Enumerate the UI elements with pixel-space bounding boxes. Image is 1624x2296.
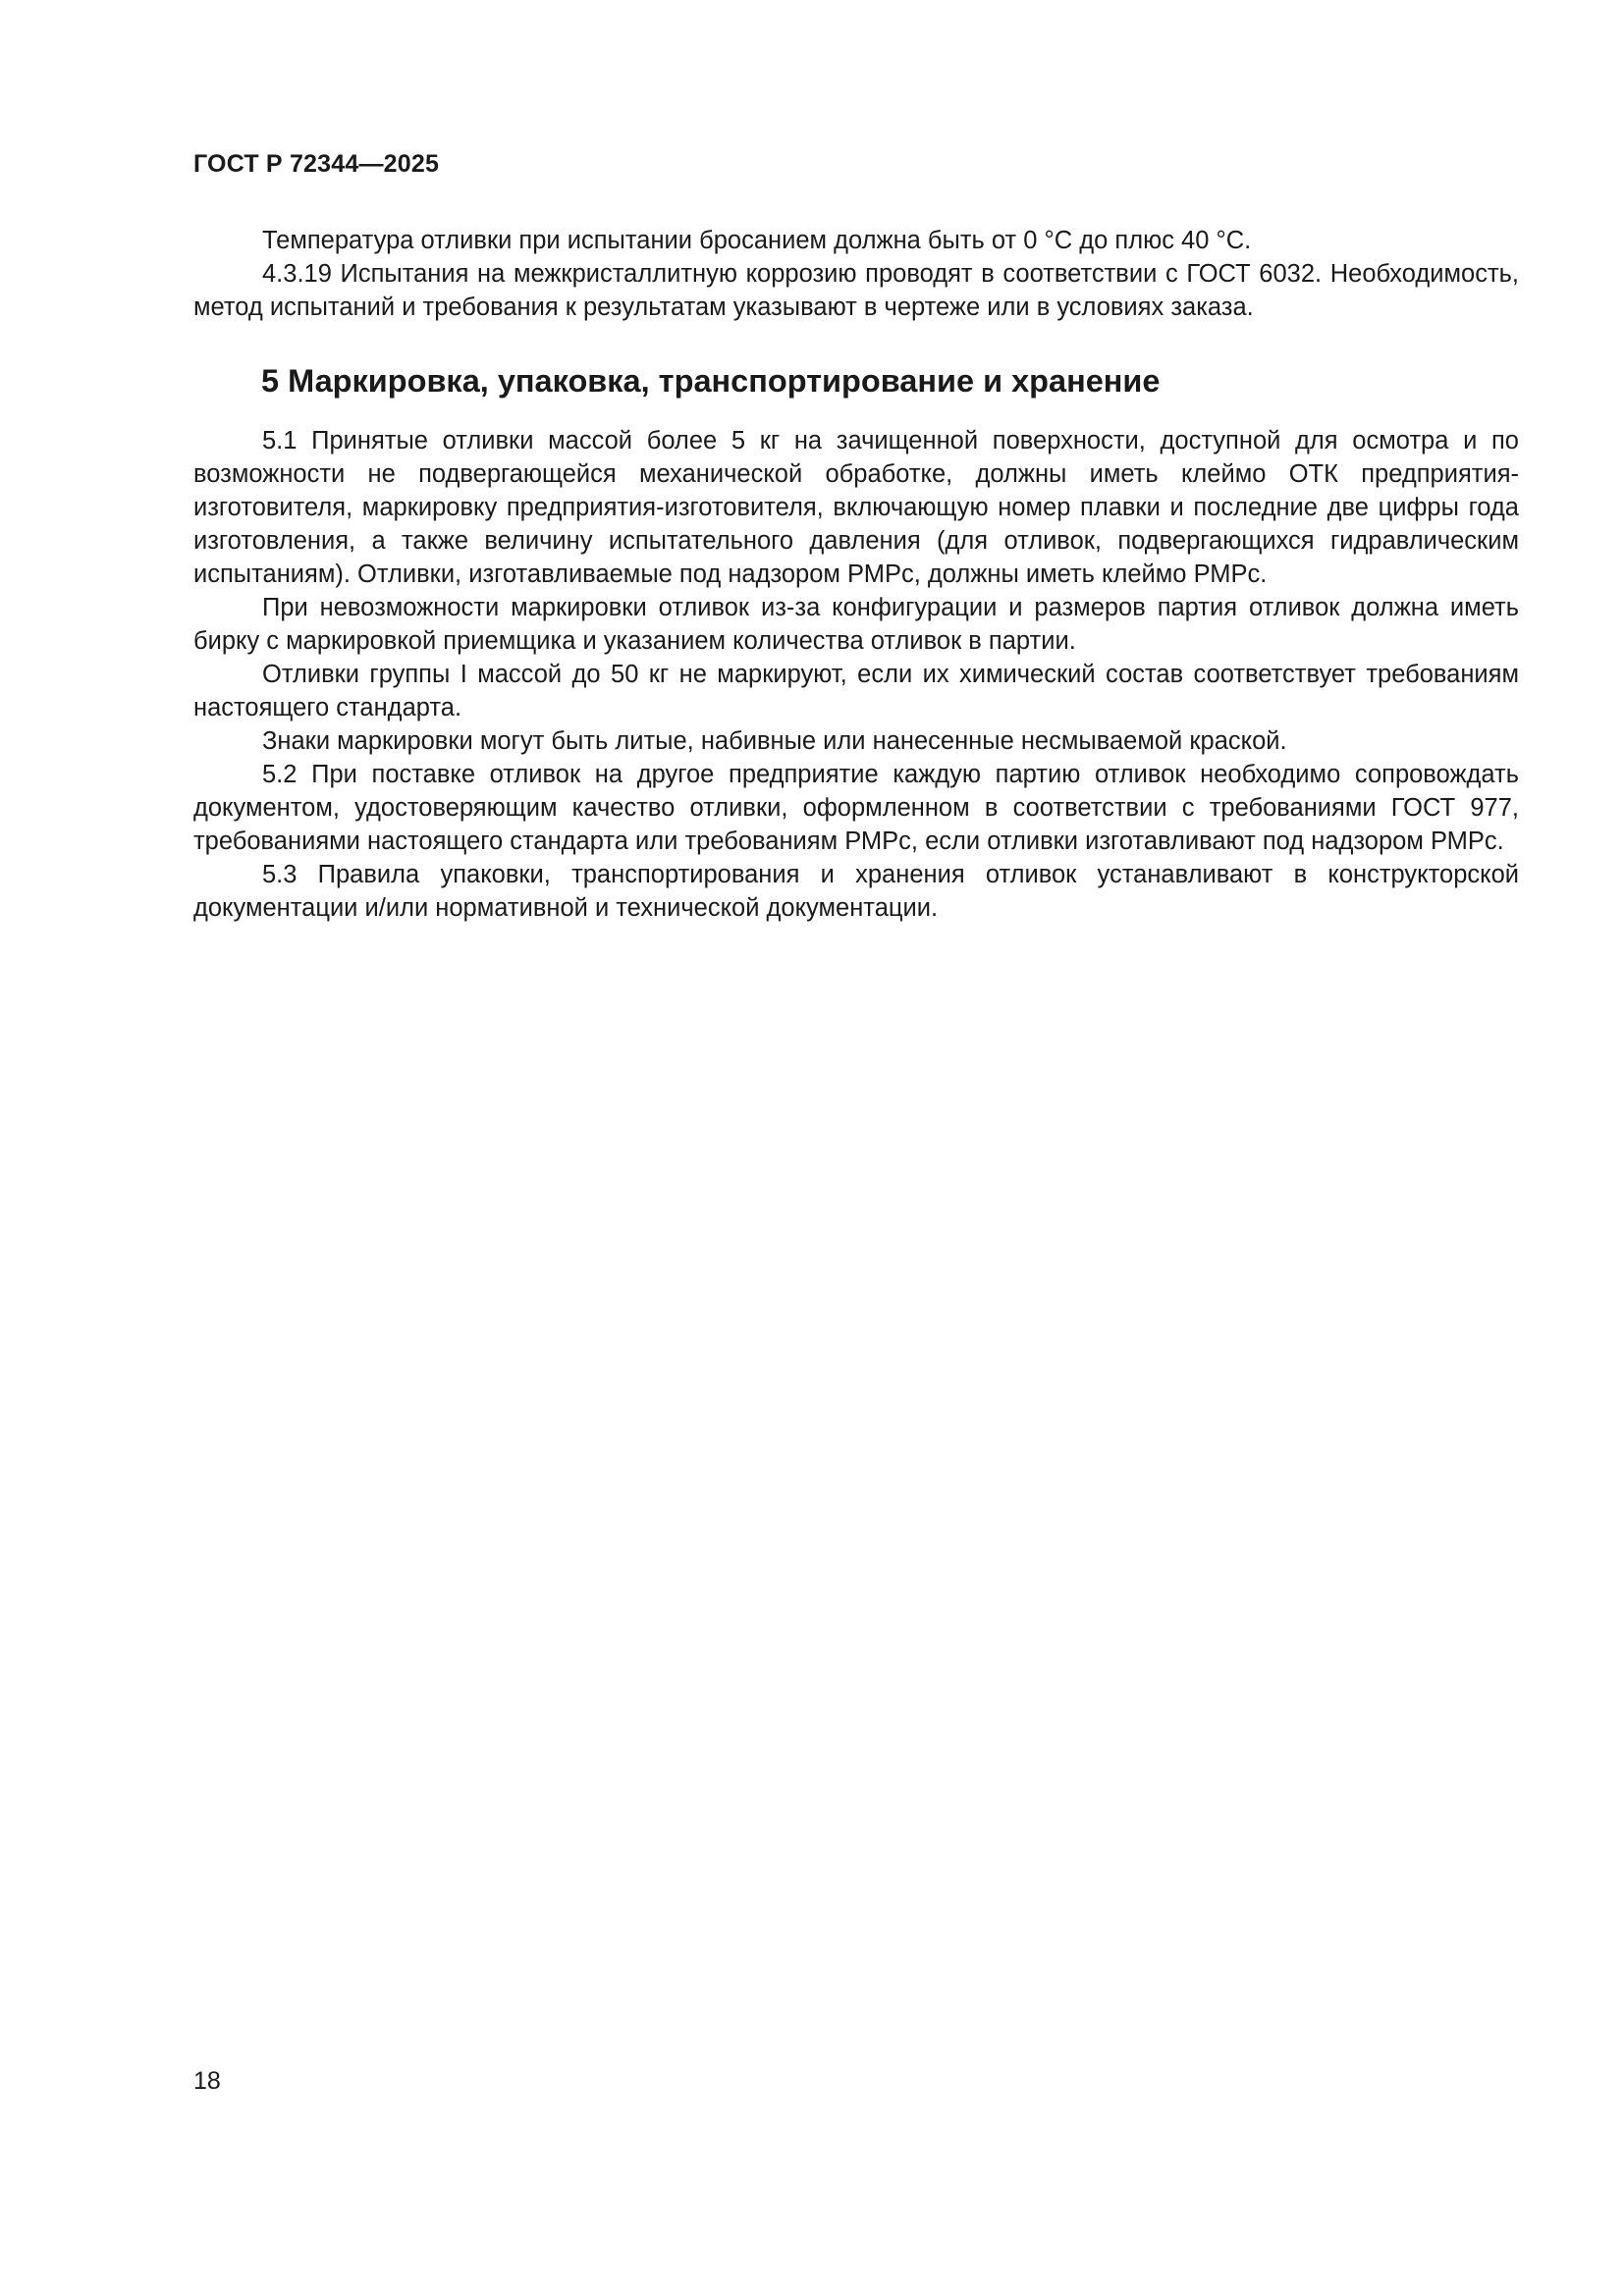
paragraph-marking-signs: Знаки маркировки могут быть литые, набивные или нанесенные несмываемой краской.	[262, 727, 1287, 755]
paragraph-5-2: 5.2 При поставке отливок на другое предприятие каждую партию отливок необходимо сопровождать документом, удостоверяющим качество отливки, оформленном в соответствии с требованиями ГОСТ 977, требованиями настоящего стандарта или требованиям РМРс, если отливки изготавливают под надзором РМРс.	[193, 761, 1519, 855]
paragraph-tag-marking: При невозможности маркировки отливок из-за конфигурации и размеров партия отливок должна иметь бирку с маркировкой приемщика и указанием количества отливок в партии.	[193, 594, 1519, 655]
page-number: 18	[193, 2067, 221, 2095]
paragraph-drop-test-temperature: Температура отливки при испытании бросанием должна быть от 0 °С до плюс 40 °С.	[262, 227, 1252, 254]
paragraph-group-i: Отливки группы I массой до 50 кг не маркируют, если их химический состав соответствует требованиям настоящего стандарта.	[193, 661, 1519, 721]
paragraph-5-1: 5.1 Принятые отливки массой более 5 кг на зачищенной поверхности, доступной для осмотра и по возможности не подвергающейся механической обработке, должны иметь клеймо ОТК предприятия-изготовителя, маркировку предприятия-изготовителя, включающую номер плавки и последние две цифры года изготовления, а также величину испытательного давления (для отливок, подвергающихся гидравлическим испытаниям). Отливки, изготавливаемые под надзором РМРс, должны иметь клеймо РМРс.	[193, 427, 1519, 588]
top-text-block	[193, 224, 1519, 324]
document-code-header: ГОСТ Р 72344—2025	[193, 150, 440, 178]
paragraph-5-3: 5.3 Правила упаковки, транспортирования и хранения отливок устанавливают в конструкторской документации и/или нормативной и технической документации.	[193, 861, 1519, 922]
section-5-body	[193, 424, 1519, 925]
section-5-heading: 5 Маркировка, упаковка, транспортирование и хранение	[261, 363, 1161, 399]
paragraph-4-3-19: 4.3.19 Испытания на межкристаллитную коррозию проводят в соответствии с ГОСТ 6032. Необходимость, метод испытаний и требования к результатам указывают в чертеже или в условиях заказа.	[193, 260, 1519, 321]
